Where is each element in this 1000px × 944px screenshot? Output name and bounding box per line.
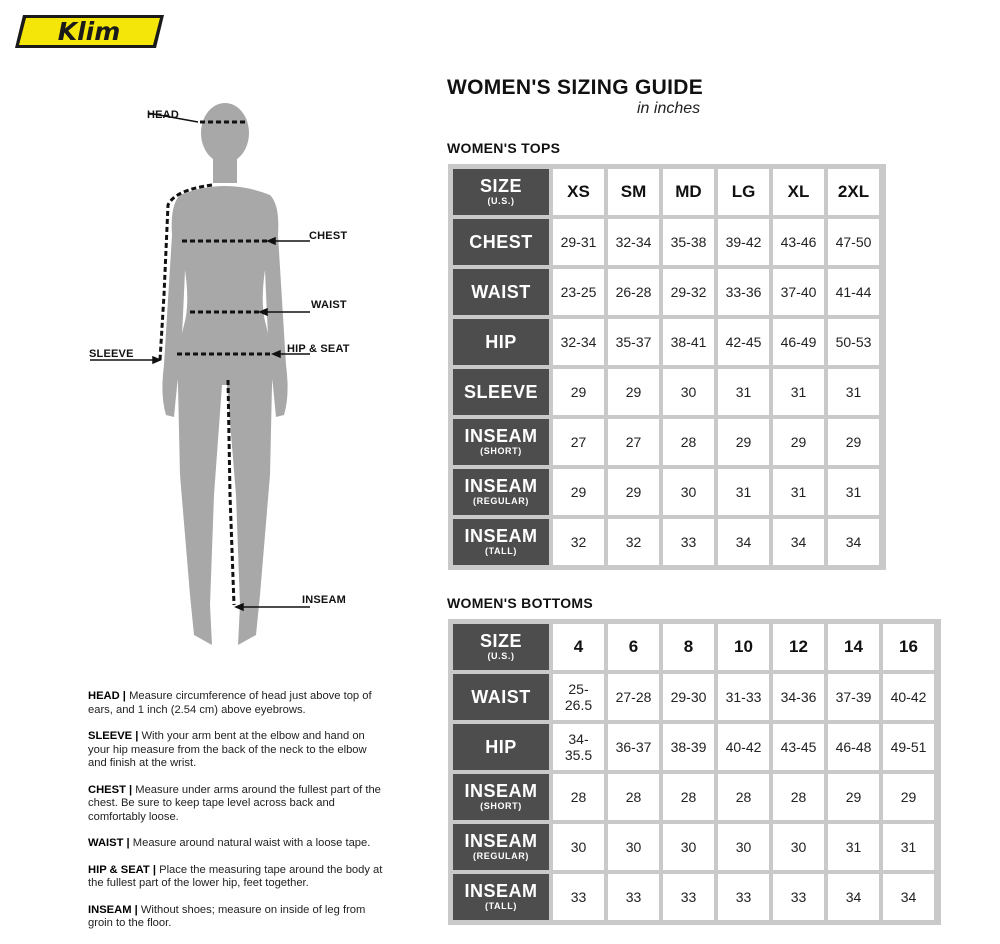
page-subtitle: in inches <box>637 100 701 117</box>
bottoms-row-label: HIP <box>453 724 549 770</box>
tops-value-cell: 32 <box>608 519 659 565</box>
bottoms-value-cell: 49-51 <box>883 724 934 770</box>
tops-table <box>448 164 886 570</box>
tops-value-cell: 37-40 <box>773 269 824 315</box>
body-silhouette <box>80 95 370 665</box>
label-waist: WAIST <box>311 299 347 311</box>
tops-row-label: WAIST <box>453 269 549 315</box>
tops-row-label: INSEAM (TALL) <box>453 519 549 565</box>
bottoms-value-cell: 29-30 <box>663 674 714 720</box>
bottoms-value-cell: 30 <box>608 824 659 870</box>
label-head: HEAD <box>147 109 179 121</box>
tops-value-cell: 35-38 <box>663 219 714 265</box>
bottoms-value-cell: 37-39 <box>828 674 879 720</box>
tops-value-cell: 34 <box>828 519 879 565</box>
bottoms-row-label: INSEAM (TALL) <box>453 874 549 920</box>
tops-value-cell: 31 <box>773 369 824 415</box>
tops-value-cell: 28 <box>663 419 714 465</box>
klim-logo <box>13 13 166 50</box>
tops-value-cell: 29 <box>718 419 769 465</box>
tops-value-cell: 29 <box>773 419 824 465</box>
tops-size-col: XL <box>773 169 824 215</box>
bottoms-heading: WOMEN'S BOTTOMS <box>447 595 594 611</box>
tops-value-cell: 39-42 <box>718 219 769 265</box>
bottoms-value-cell: 30 <box>718 824 769 870</box>
bottoms-row-label: INSEAM (REGULAR) <box>453 824 549 870</box>
bottoms-value-cell: 43-45 <box>773 724 824 770</box>
bottoms-value-cell: 28 <box>718 774 769 820</box>
bottoms-size-col: 10 <box>718 624 769 670</box>
tops-value-cell: 38-41 <box>663 319 714 365</box>
instruction-head: HEAD | Measure circumference of head just above top of ears, and 1 inch (2.54 cm) above eyebrows. <box>88 690 372 716</box>
bottoms-table <box>448 619 941 925</box>
bottoms-value-cell: 30 <box>773 824 824 870</box>
tops-value-cell: 29 <box>553 369 604 415</box>
tops-value-cell: 50-53 <box>828 319 879 365</box>
bottoms-value-cell: 31-33 <box>718 674 769 720</box>
tops-value-cell: 46-49 <box>773 319 824 365</box>
label-hip-seat: HIP & SEAT <box>287 343 350 355</box>
bottoms-value-cell: 33 <box>663 874 714 920</box>
tops-heading: WOMEN'S TOPS <box>447 140 561 156</box>
tops-value-cell: 31 <box>718 369 769 415</box>
label-chest: CHEST <box>309 230 348 242</box>
tops-value-cell: 31 <box>773 469 824 515</box>
bottoms-value-cell: 34 <box>828 874 879 920</box>
bottoms-row-label: INSEAM (SHORT) <box>453 774 549 820</box>
tops-value-cell: 32 <box>553 519 604 565</box>
bottoms-value-cell: 34- 35.5 <box>553 724 604 770</box>
tops-value-cell: 27 <box>608 419 659 465</box>
bottoms-value-cell: 46-48 <box>828 724 879 770</box>
bottoms-value-cell: 34-36 <box>773 674 824 720</box>
instruction-chest: CHEST | Measure under arms around the fullest part of the chest. Be sure to keep tape level across back and comfortably loose. <box>88 783 381 823</box>
instruction-inseam: INSEAM | Without shoes; measure on inside of leg from groin to the floor. <box>88 903 366 929</box>
bottoms-size-col: 14 <box>828 624 879 670</box>
tops-value-cell: 31 <box>718 469 769 515</box>
bottoms-value-cell: 30 <box>553 824 604 870</box>
bottoms-size-col: 8 <box>663 624 714 670</box>
tops-size-col: XS <box>553 169 604 215</box>
tops-value-cell: 32-34 <box>553 319 604 365</box>
measurement-instructions <box>88 690 388 944</box>
instruction-hip-seat: HIP & SEAT | Place the measuring tape around the body at the fullest part of the lower hip, feet together. <box>88 863 383 889</box>
bottoms-value-cell: 33 <box>608 874 659 920</box>
tops-value-cell: 34 <box>773 519 824 565</box>
bottoms-size-col: 16 <box>883 624 934 670</box>
tops-row-label: HIP <box>453 319 549 365</box>
bottoms-value-cell: 34 <box>883 874 934 920</box>
tops-value-cell: 42-45 <box>718 319 769 365</box>
tops-value-cell: 35-37 <box>608 319 659 365</box>
tops-row-label: CHEST <box>453 219 549 265</box>
tops-value-cell: 31 <box>828 369 879 415</box>
bottoms-value-cell: 28 <box>773 774 824 820</box>
tops-value-cell: 33 <box>663 519 714 565</box>
tops-value-cell: 29-32 <box>663 269 714 315</box>
tops-value-cell: 26-28 <box>608 269 659 315</box>
bottoms-value-cell: 28 <box>663 774 714 820</box>
bottoms-row-label: WAIST <box>453 674 549 720</box>
body-figure <box>80 95 370 665</box>
tops-size-header: SIZE (U.S.) <box>453 169 549 215</box>
bottoms-value-cell: 31 <box>828 824 879 870</box>
bottoms-value-cell: 31 <box>883 824 934 870</box>
tops-row-label: SLEEVE <box>453 369 549 415</box>
instruction-sleeve: SLEEVE | With your arm bent at the elbow and hand on your hip measure from the back of the neck to the elbow and finish at the wrist. <box>88 730 367 769</box>
tops-value-cell: 29-31 <box>553 219 604 265</box>
tops-size-col: LG <box>718 169 769 215</box>
tops-row-label: INSEAM (REGULAR) <box>453 469 549 515</box>
tops-value-cell: 33-36 <box>718 269 769 315</box>
tops-value-cell: 34 <box>718 519 769 565</box>
bottoms-value-cell: 29 <box>883 774 934 820</box>
bottoms-value-cell: 40-42 <box>718 724 769 770</box>
tops-size-col: MD <box>663 169 714 215</box>
tops-value-cell: 29 <box>553 469 604 515</box>
tops-size-col: SM <box>608 169 659 215</box>
bottoms-value-cell: 29 <box>828 774 879 820</box>
tops-size-col: 2XL <box>828 169 879 215</box>
bottoms-value-cell: 36-37 <box>608 724 659 770</box>
bottoms-value-cell: 33 <box>773 874 824 920</box>
label-inseam: INSEAM <box>302 594 346 606</box>
label-sleeve: SLEEVE <box>89 348 134 360</box>
bottoms-value-cell: 28 <box>553 774 604 820</box>
bottoms-value-cell: 33 <box>553 874 604 920</box>
tops-value-cell: 30 <box>663 369 714 415</box>
bottoms-value-cell: 28 <box>608 774 659 820</box>
tops-value-cell: 27 <box>553 419 604 465</box>
bottoms-size-header: SIZE (U.S.) <box>453 624 549 670</box>
bottoms-value-cell: 27-28 <box>608 674 659 720</box>
bottoms-size-col: 4 <box>553 624 604 670</box>
logo-text: Klim <box>57 17 121 46</box>
tops-value-cell: 47-50 <box>828 219 879 265</box>
tops-value-cell: 29 <box>608 369 659 415</box>
tops-row-label: INSEAM (SHORT) <box>453 419 549 465</box>
tops-value-cell: 30 <box>663 469 714 515</box>
tops-value-cell: 43-46 <box>773 219 824 265</box>
bottoms-value-cell: 25- 26.5 <box>553 674 604 720</box>
bottoms-value-cell: 40-42 <box>883 674 934 720</box>
instruction-waist: WAIST | Measure around natural waist with a loose tape. <box>88 837 371 849</box>
tops-value-cell: 23-25 <box>553 269 604 315</box>
tops-value-cell: 29 <box>608 469 659 515</box>
page-title: WOMEN'S SIZING GUIDE <box>447 76 704 99</box>
bottoms-value-cell: 30 <box>663 824 714 870</box>
tops-value-cell: 41-44 <box>828 269 879 315</box>
bottoms-size-col: 6 <box>608 624 659 670</box>
tops-value-cell: 31 <box>828 469 879 515</box>
bottoms-value-cell: 38-39 <box>663 724 714 770</box>
bottoms-value-cell: 33 <box>718 874 769 920</box>
tops-value-cell: 29 <box>828 419 879 465</box>
tops-value-cell: 32-34 <box>608 219 659 265</box>
bottoms-size-col: 12 <box>773 624 824 670</box>
